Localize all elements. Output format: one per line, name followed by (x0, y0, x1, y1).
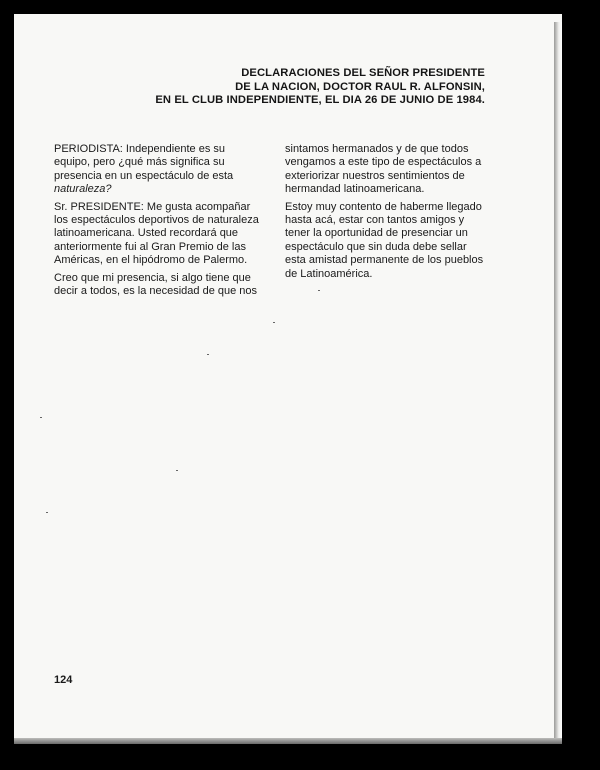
text-line: latinoamericana. Usted recordará que (54, 227, 239, 240)
text-line: hasta acá, estar con tantos amigos y (285, 214, 465, 227)
president-answer (54, 201, 282, 268)
document-title (155, 67, 485, 108)
scan-speck (40, 417, 42, 418)
page-bottom-shadow (14, 738, 562, 744)
text-line: anteriormente fui al Gran Premio de las (54, 240, 246, 253)
closing-paragraph (285, 201, 515, 281)
right-column (285, 143, 515, 285)
text-line: decir a todos, es la necesidad de que nos (54, 285, 258, 298)
title-line: DE LA NACION, DOCTOR RAUL R. ALFONSIN, (235, 80, 485, 93)
text-line: sintamos hermanados y de que todos (285, 143, 469, 155)
scan-speck (318, 290, 320, 291)
text-line: tener la oportunidad de presenciar un (285, 227, 468, 240)
title-line: DECLARACIONES DEL SEÑOR PRESIDENTE (241, 67, 485, 79)
text-line: PERIODISTA: Independiente es su (54, 143, 225, 155)
page-number: 124 (54, 674, 73, 686)
answer-continuation (54, 272, 282, 299)
text-line: vengamos a este tipo de espectáculos a (285, 156, 482, 169)
text-line: Creo que mi presencia, si algo tiene que (54, 271, 251, 284)
text-line: espectáculo que sin duda debe sellar (285, 240, 467, 253)
text-line: esta amistad permanente de los pueblos (285, 254, 484, 267)
scan-speck (273, 322, 275, 323)
scan-speck (46, 512, 48, 513)
text-line: equipo, pero ¿qué más significa su (54, 156, 225, 169)
text-line: los espectáculos deportivos de naturaleza (54, 214, 259, 227)
page-edge (554, 22, 562, 744)
scanned-page (14, 14, 562, 744)
text-line: naturaleza? (54, 183, 112, 196)
scan-speck (207, 354, 209, 355)
scan-speck (176, 470, 178, 471)
title-line: EN EL CLUB INDEPENDIENTE, EL DIA 26 DE JUNIO DE 1984. (155, 94, 485, 107)
text-line: presencia en un espectáculo de esta (54, 169, 234, 182)
interviewer-question (54, 143, 282, 197)
left-column (54, 143, 282, 302)
text-line: exteriorizar nuestros sentimientos de (285, 169, 465, 182)
text-line: hermandad latinoamericana. (285, 183, 425, 196)
answer-continuation-right (285, 143, 515, 197)
text-line: Estoy muy contento de haberme llegado (285, 200, 482, 213)
text-line: Sr. PRESIDENTE: Me gusta acompañar (54, 200, 251, 213)
text-line: de Latinoamérica. (285, 267, 373, 280)
text-line: Américas, en el hipódromo de Palermo. (54, 254, 248, 267)
